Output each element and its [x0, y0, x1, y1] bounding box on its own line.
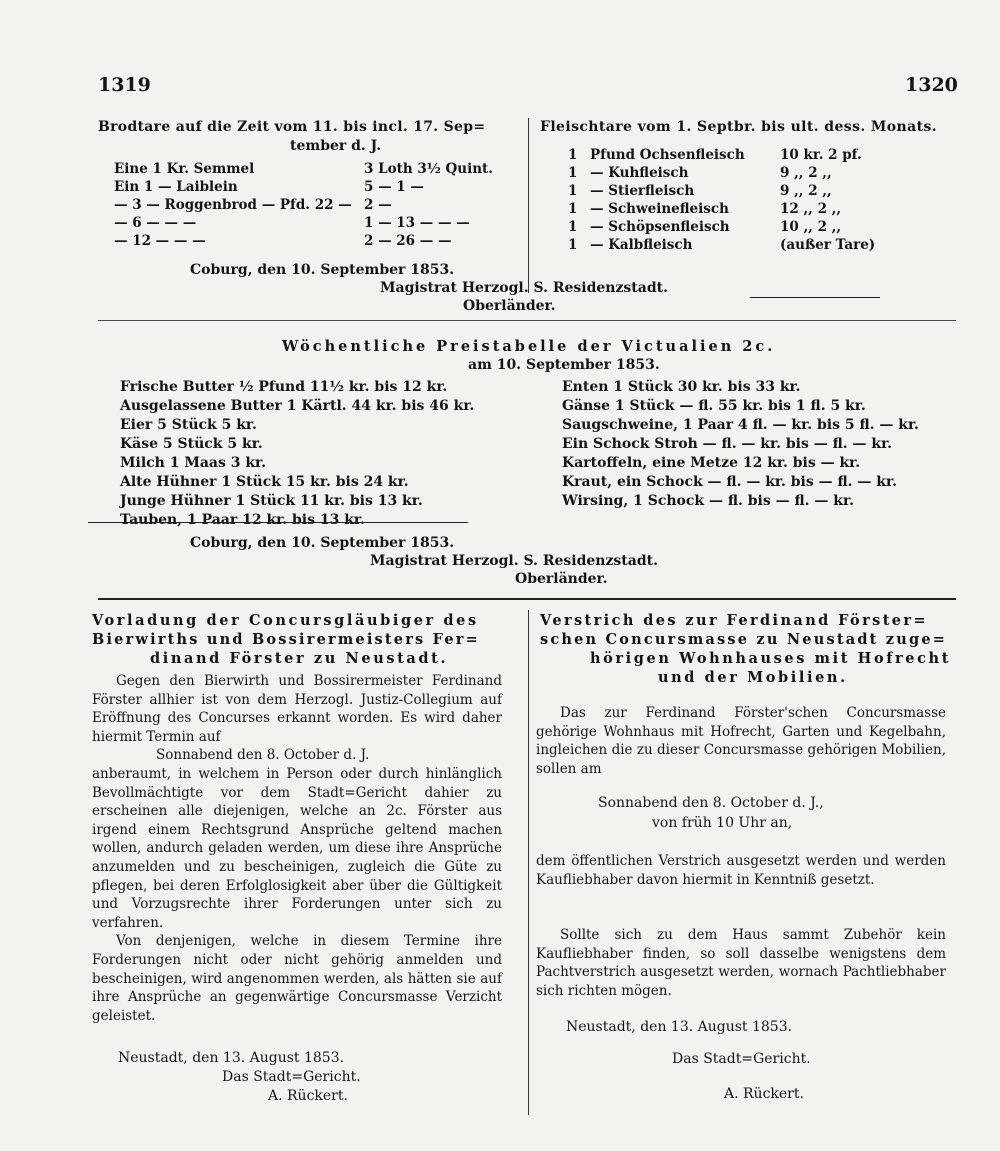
table-row — [566, 200, 906, 218]
table-row — [566, 236, 906, 254]
price-list-right — [562, 378, 919, 511]
list-item: Tauben, 1 Paar 12 kr. bis 13 kr. — [120, 512, 365, 528]
auction-date-line2: von früh 10 Uhr an, — [652, 815, 793, 831]
list-item: Junge Hühner 1 Stück 11 kr. bis 13 kr. — [120, 493, 423, 509]
list-item: Milch 1 Maas 3 kr. — [120, 455, 267, 471]
list-item: Wirsing, 1 Schock — fl. bis — fl. — kr. — [562, 493, 854, 509]
summons-title-line2: Bierwirths und Bossirermeisters Fer= — [92, 631, 480, 648]
price-signer: Oberländer. — [515, 571, 608, 587]
list-item: Enten 1 Stück 30 kr. bis 33 kr. — [562, 379, 801, 395]
bread-weight: 2 — — [364, 197, 392, 213]
bread-weight: 3 Loth 3½ Quint. — [364, 161, 493, 177]
table-row — [112, 196, 512, 214]
summons-place-date: Neustadt, den 13. August 1853. — [118, 1050, 345, 1066]
auction-body-1 — [536, 704, 946, 778]
summons-court: Das Stadt=Gericht. — [222, 1069, 361, 1085]
table-row — [112, 178, 512, 196]
column-divider-bottom — [528, 610, 529, 1115]
meat-qty: 1 — [568, 219, 578, 235]
table-row — [112, 232, 512, 250]
price-rule-left — [88, 522, 468, 523]
page-number-left: 1319 — [98, 74, 151, 96]
auction-signer: A. Rückert. — [724, 1086, 804, 1102]
bread-weight: 1 — 13 — — — — [364, 215, 470, 231]
meat-qty: 1 — [568, 237, 578, 253]
section-rule-1 — [98, 320, 956, 321]
meat-price: (außer Tare) — [780, 237, 876, 253]
bread-weight: 2 — 26 — — — [364, 233, 452, 249]
list-item: Gänse 1 Stück — fl. 55 kr. bis 1 fl. 5 kr. — [562, 398, 866, 414]
list-item: Ausgelassene Butter 1 Kärtl. 44 kr. bis 46 kr. — [120, 398, 475, 414]
list-item: Kartoffeln, eine Metze 12 kr. bis — kr. — [562, 455, 861, 471]
table-row — [566, 218, 906, 236]
meat-qty: 1 — [568, 201, 578, 217]
summons-title-line1: Vorladung der Concursgläubiger des — [92, 612, 479, 629]
summons-body — [92, 672, 502, 1025]
column-divider-top — [528, 118, 529, 293]
list-item: Ein Schock Stroh — fl. — kr. bis — fl. — kr. — [562, 436, 893, 452]
summons-signer: A. Rückert. — [268, 1088, 348, 1104]
summons-date-line: Sonnabend den 8. October d. J. — [156, 747, 370, 764]
list-item: Kraut, ein Schock — fl. — kr. bis — fl. — kr. — [562, 474, 897, 490]
meat-item: Pfund Ochsenfleisch — [590, 147, 745, 163]
list-item: Eier 5 Stück 5 kr. — [120, 417, 257, 433]
bread-item: — 3 — Roggenbrod — Pfd. 22 — — [114, 197, 352, 213]
table-row — [112, 214, 512, 232]
bread-title-line1: Brodtare auf die Zeit vom 11. bis incl. 17. Sep= — [98, 119, 486, 135]
auction-body-3 — [536, 926, 946, 1000]
summons-para-2: anberaumt, in welchem in Person oder durch hinlänglich Bevollmächtigte vor dem Stadt=Gericht dahier zu erscheinen alle diejenigen, welche an 2c. Förster aus irgend einem Rechtsgrund Ansprüche geltend machen wollen, andurch geladen werden, um diese ihre Ansprüche anzumelden und zu bescheinigen, zugleich die Güte zu pflegen, bei deren Erfolglosigkeit aber über die Gültigkeit und Vorzugsrechte ihrer Forderungen unter sich zu verfahren. — [92, 765, 502, 931]
meat-price: 9 ,, 2 ,, — [780, 165, 832, 181]
section-rule-2 — [98, 598, 956, 600]
auction-body-2 — [536, 852, 946, 889]
table-row — [566, 146, 906, 164]
meat-item: — Kalbfleisch — [590, 237, 693, 253]
bread-item: — 12 — — — — [114, 233, 206, 249]
page-number-right: 1320 — [905, 74, 958, 96]
table-row — [566, 164, 906, 182]
bread-weight: 5 — 1 — — [364, 179, 424, 195]
bread-signer: Oberländer. — [463, 298, 556, 314]
auction-para-2: dem öffentlichen Verstrich ausgesetzt werden und werden Kaufliebhaber davon hiermit in Kenntniß gesetzt. — [536, 853, 946, 888]
price-authority: Magistrat Herzogl. S. Residenzstadt. — [370, 553, 658, 569]
list-item: Alte Hühner 1 Stück 15 kr. bis 24 kr. — [120, 474, 409, 490]
auction-place-date: Neustadt, den 13. August 1853. — [566, 1019, 793, 1035]
auction-title-line1: Verstrich des zur Ferdinand Förster= — [540, 612, 929, 629]
meat-qty: 1 — [568, 183, 578, 199]
bread-item: Eine 1 Kr. Semmel — [114, 161, 255, 177]
list-item: Käse 5 Stück 5 kr. — [120, 436, 263, 452]
summons-para-3: Von denjenigen, welche in diesem Termine ihre Forderungen nicht oder nicht gehörig anmelden und bescheinigen, wird angenommen werden, als hätten sie auf ihre Ansprüche an gegenwärtige Concursmasse Verzicht geleistet. — [92, 933, 502, 1024]
meat-price: 9 ,, 2 ,, — [780, 183, 832, 199]
bread-table — [112, 160, 512, 250]
auction-title-line4: und der Mobilien. — [658, 669, 848, 686]
price-title: Wöchentliche Preistabelle der Victualien 2c. — [282, 338, 776, 355]
meat-item: — Schweinefleisch — [590, 201, 729, 217]
meat-price: 12 ,, 2 ,, — [780, 201, 842, 217]
bread-title-line2: tember d. J. — [290, 138, 382, 154]
list-item: Frische Butter ½ Pfund 11½ kr. bis 12 kr. — [120, 379, 448, 395]
bread-item: Ein 1 — Laiblein — [114, 179, 238, 195]
meat-item: — Schöpsenfleisch — [590, 219, 730, 235]
auction-title-line3: hörigen Wohnhauses mit Hofrecht — [590, 650, 951, 667]
meat-table — [566, 146, 906, 254]
meat-price: 10 kr. 2 pf. — [780, 147, 862, 163]
bread-authority: Magistrat Herzogl. S. Residenzstadt. — [380, 280, 668, 296]
auction-court: Das Stadt=Gericht. — [672, 1051, 811, 1067]
auction-para-3: Sollte sich zu dem Haus sammt Zubehör kein Kaufliebhaber finden, so soll dasselbe wenigstens dem Pachtverstrich ausgesetzt werden, wornach Pachtliebhaber sich richten mögen. — [536, 927, 946, 999]
table-row — [112, 160, 512, 178]
meat-qty: 1 — [568, 147, 578, 163]
price-subtitle: am 10. September 1853. — [468, 357, 660, 373]
meat-price: 10 ,, 2 ,, — [780, 219, 842, 235]
price-place-date: Coburg, den 10. September 1853. — [190, 535, 455, 551]
price-list-left — [120, 378, 474, 530]
auction-date-line1: Sonnabend den 8. October d. J., — [598, 795, 824, 811]
meat-qty: 1 — [568, 165, 578, 181]
bread-item: — 6 — — — — [114, 215, 197, 231]
meat-item: — Kuhfleisch — [590, 165, 689, 181]
auction-title-line2: schen Concursmasse zu Neustadt zuge= — [540, 631, 948, 648]
summons-para-1: Gegen den Bierwirth und Bossirermeister Ferdinand Förster allhier ist von dem Herzogl. Justiz-Collegium auf Eröffnung des Concurses erkannt worden. Es wird daher hiermit Termin auf — [92, 673, 502, 745]
table-row — [566, 182, 906, 200]
meat-item: — Stierfleisch — [590, 183, 695, 199]
summons-title-line3: dinand Förster zu Neustadt. — [150, 650, 449, 667]
list-item: Saugschweine, 1 Paar 4 fl. — kr. bis 5 fl. — kr. — [562, 417, 919, 433]
meat-title: Fleischtare vom 1. Septbr. bis ult. dess. Monats. — [540, 119, 938, 135]
meat-end-rule — [750, 297, 880, 298]
bread-place-date: Coburg, den 10. September 1853. — [190, 262, 455, 278]
auction-para-1: Das zur Ferdinand Förster'schen Concursmasse gehörige Wohnhaus mit Hofrecht, Garten und Kegelbahn, ingleichen die zu dieser Concursmasse gehörigen Mobilien, sollen am — [536, 705, 946, 777]
